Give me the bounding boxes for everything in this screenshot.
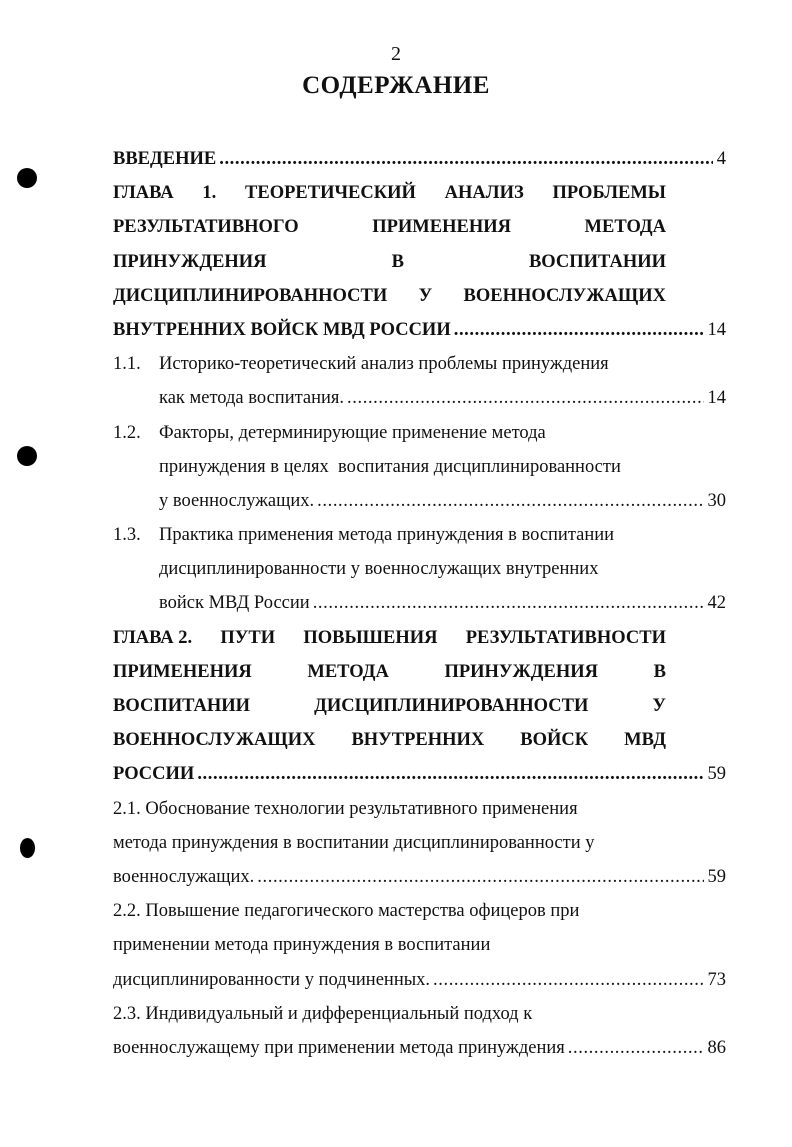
word: ВНУТРЕННИХ (351, 730, 485, 751)
section-page: 42 (707, 593, 726, 614)
section-title: 2.1. Обоснование технологии результативного применения (113, 798, 578, 819)
toc-section-2-3-line1[interactable] (113, 997, 726, 1031)
toc-chapter1-line1[interactable] (113, 176, 666, 210)
dot-leader (454, 313, 704, 347)
word: ПРИНУЖДЕНИЯ (444, 661, 598, 682)
section-title-end: военнослужащему при применении метода принуждения (113, 1037, 565, 1058)
section-title: дисциплинированности у военнослужащих внутренних (159, 559, 599, 580)
section-page: 59 (707, 866, 726, 887)
dot-leader (347, 381, 703, 415)
toc-chapter2-page: 59 (707, 764, 726, 785)
toc-chapter1-page: 14 (707, 319, 726, 340)
toc-section-2-1-line2[interactable] (113, 826, 726, 860)
section-title: Историко-теоретический анализ проблемы принуждения (159, 354, 609, 375)
toc-section-1-2-line3[interactable] (113, 484, 726, 518)
word: ПУТИ (220, 627, 276, 648)
section-title: принуждения в целях воспитания дисциплинированности (159, 456, 621, 477)
word: 1. (202, 183, 217, 204)
word: ГЛАВА (113, 183, 174, 204)
dot-leader (197, 757, 703, 791)
toc-intro-page: 4 (716, 149, 726, 169)
section-page: 86 (707, 1037, 726, 1058)
word: ВОЙСК (520, 730, 589, 751)
section-title: Практика применения метода принуждения в воспитании (159, 525, 615, 546)
section-title-end: дисциплинированности у подчиненных. (113, 969, 431, 990)
toc-chapter1-line4[interactable] (113, 279, 666, 313)
section-title-end: как метода воспитания. (159, 388, 345, 409)
word: В (391, 251, 404, 272)
page-title: СОДЕРЖАНИЕ (302, 72, 490, 99)
word: В (653, 661, 666, 682)
punch-hole-top (17, 168, 37, 188)
dot-leader (433, 963, 703, 997)
toc-chapter1-line5[interactable] (113, 313, 726, 347)
toc-chapter2-line3[interactable] (113, 689, 666, 723)
toc-chapter1-line3[interactable] (113, 245, 666, 279)
section-page: 14 (707, 388, 726, 409)
section-number: 1.2. (113, 422, 141, 443)
toc-section-1-2-line1[interactable] (113, 416, 726, 450)
toc-intro-label: ВВЕДЕНИЕ (113, 149, 217, 169)
toc-section-2-2-line2[interactable] (113, 928, 726, 962)
toc-chapter2-label-end: РОССИИ (113, 764, 195, 785)
toc-chapter1-label-end: ВНУТРЕННИХ ВОЙСК МВД РОССИИ (113, 319, 451, 340)
toc-section-1-1-line1[interactable] (113, 347, 726, 381)
toc-entry-intro[interactable] (113, 142, 726, 176)
dot-leader (313, 586, 704, 620)
word: ВОСПИТАНИИ (113, 696, 251, 716)
word: АНАЛИЗ (444, 183, 524, 204)
word: ПРИМЕНЕНИЯ (372, 217, 511, 238)
toc-chapter2-line4[interactable] (113, 723, 666, 757)
section-title: метода принуждения в воспитании дисциплинированности у (113, 832, 595, 853)
word: ВОСПИТАНИИ (528, 251, 666, 272)
punch-hole-bottom (20, 838, 35, 858)
dot-leader (568, 1031, 704, 1065)
word: ТЕОРЕТИЧЕСКИЙ (245, 183, 416, 204)
toc-section-2-2-line3[interactable] (113, 963, 726, 997)
toc-section-2-3-line2[interactable] (113, 1031, 726, 1065)
word: РЕЗУЛЬТАТИВНОСТИ (465, 627, 666, 648)
punch-hole-middle (17, 446, 37, 466)
dot-leader (219, 142, 713, 176)
table-of-contents (113, 142, 726, 1065)
toc-chapter2-line5[interactable] (113, 757, 726, 791)
toc-section-2-1-line1[interactable] (113, 792, 726, 826)
section-title: применении метода принуждения в воспитании (113, 935, 491, 956)
toc-chapter2-line1[interactable] (113, 621, 666, 655)
word: МВД (624, 730, 666, 751)
word: У (418, 285, 433, 306)
word: ПРИНУЖДЕНИЯ (113, 251, 267, 272)
toc-chapter2-line2[interactable] (113, 655, 666, 689)
toc-section-1-3-line1[interactable] (113, 518, 726, 552)
toc-section-2-2-line1[interactable] (113, 894, 726, 928)
toc-section-1-2-line2[interactable] (113, 450, 726, 484)
section-title-end: у военнослужащих. (159, 490, 315, 511)
word: МЕТОДА (584, 217, 666, 238)
section-title: Факторы, детерминирующие применение метода (159, 422, 546, 443)
section-title: 2.2. Повышение педагогического мастерства офицеров при (113, 901, 580, 922)
dot-leader (317, 484, 703, 518)
toc-section-2-1-line3[interactable] (113, 860, 726, 894)
word: РЕЗУЛЬТАТИВНОГО (113, 217, 299, 238)
toc-chapter1-line2[interactable] (113, 210, 666, 244)
section-page: 73 (707, 969, 726, 990)
word: ПОВЫШЕНИЯ (303, 627, 438, 648)
section-page: 30 (707, 490, 726, 511)
dot-leader (257, 860, 703, 894)
word: У (652, 696, 666, 716)
section-number: 1.1. (113, 354, 141, 375)
word: ГЛАВА 2. (113, 627, 193, 648)
page-number: 2 (391, 43, 401, 65)
toc-section-1-3-line2[interactable] (113, 552, 726, 586)
word: ПРОБЛЕМЫ (552, 183, 666, 204)
toc-section-1-1-line2[interactable] (113, 381, 726, 415)
word: ПРИМЕНЕНИЯ (113, 661, 252, 682)
word: ДИСЦИПЛИНИРОВАННОСТИ (314, 696, 589, 716)
section-number: 1.3. (113, 525, 141, 546)
section-title-end: военнослужащих. (113, 866, 255, 887)
word: МЕТОДА (307, 661, 389, 682)
toc-section-1-3-line3[interactable] (113, 586, 726, 620)
section-title-end: войск МВД России (159, 593, 310, 614)
word: ВОЕННОСЛУЖАЩИХ (463, 285, 666, 306)
word: ВОЕННОСЛУЖАЩИХ (113, 730, 316, 751)
section-title: 2.3. Индивидуальный и дифференциальный подход к (113, 1003, 533, 1024)
word: ДИСЦИПЛИНИРОВАННОСТИ (113, 285, 388, 306)
